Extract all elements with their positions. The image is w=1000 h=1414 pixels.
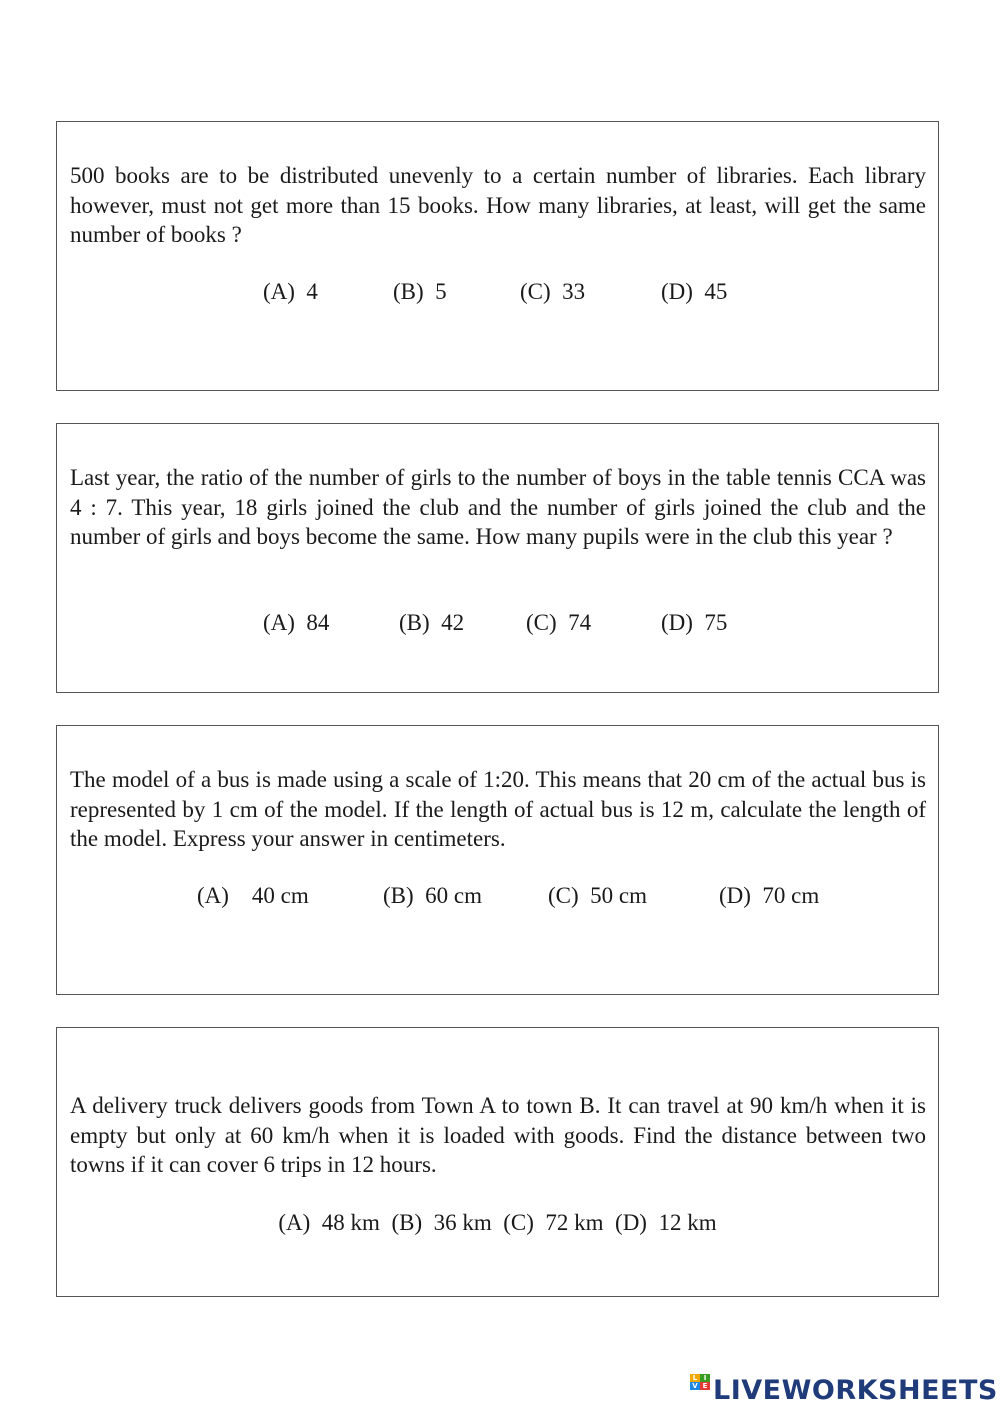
option-a-1[interactable]: (A) 4 xyxy=(263,279,318,304)
logo-mark-letter-2: I xyxy=(700,1374,710,1382)
logo-mark-letter-1: L xyxy=(690,1374,700,1382)
option-c-3[interactable]: (C) 50 cm xyxy=(548,883,648,908)
question-box-4 xyxy=(56,1027,939,1297)
logo-mark-letter-3: V xyxy=(690,1382,700,1390)
question-box-2 xyxy=(56,423,939,693)
option-d-3[interactable]: (D) 70 cm xyxy=(719,883,820,908)
option-d-1[interactable]: (D) 45 xyxy=(661,279,728,304)
option-b-3[interactable]: (B) 60 cm xyxy=(383,883,483,908)
question-text-3: The model of a bus is made using a scale of 1:20. This means that 20 cm of the actual bus is represented by 1 cm of the model. If the length of actual bus is 12 m, calculate the length of the model. Express your answer in centimeters. xyxy=(70,767,926,851)
question-text-4: A delivery truck delivers goods from Town A to town B. It can travel at 90 km/h when it is empty but only at 60 km/h when it is loaded with goods. Find the distance between two towns if it can cover 6 trips in 12 hours. xyxy=(70,1093,926,1177)
logo-text: LIVEWORKSHEETS xyxy=(713,1374,998,1406)
question-box-1 xyxy=(56,121,939,391)
liveworksheets-logo xyxy=(690,1372,998,1408)
question-text-2: Last year, the ratio of the number of girls to the number of boys in the table tennis CCA was 4 : 7. This year, 18 girls joined the club and the number of girls joined the club and the number of girls and boys become the same. How many pupils were in the club this year ? xyxy=(70,465,926,549)
option-b-1[interactable]: (B) 5 xyxy=(393,279,447,304)
logo-mark-letter-4: E xyxy=(700,1382,710,1390)
answer-options-4[interactable]: (A) 48 km (B) 36 km (C) 72 km (D) 12 km xyxy=(278,1210,717,1235)
option-a-2[interactable]: (A) 84 xyxy=(263,610,330,635)
option-c-2[interactable]: (C) 74 xyxy=(526,610,592,635)
question-box-3 xyxy=(56,725,939,995)
logo-mark-icon xyxy=(690,1374,710,1406)
option-a-3[interactable]: (A) 40 cm xyxy=(197,883,309,908)
option-c-1[interactable]: (C) 33 xyxy=(520,279,586,304)
option-d-2[interactable]: (D) 75 xyxy=(661,610,728,635)
option-b-2[interactable]: (B) 42 xyxy=(399,610,465,635)
question-text-1: 500 books are to be distributed unevenly to a certain number of libraries. Each library however, must not get more than 15 books. How many libraries, at least, will get the same number of books ? xyxy=(70,163,926,247)
